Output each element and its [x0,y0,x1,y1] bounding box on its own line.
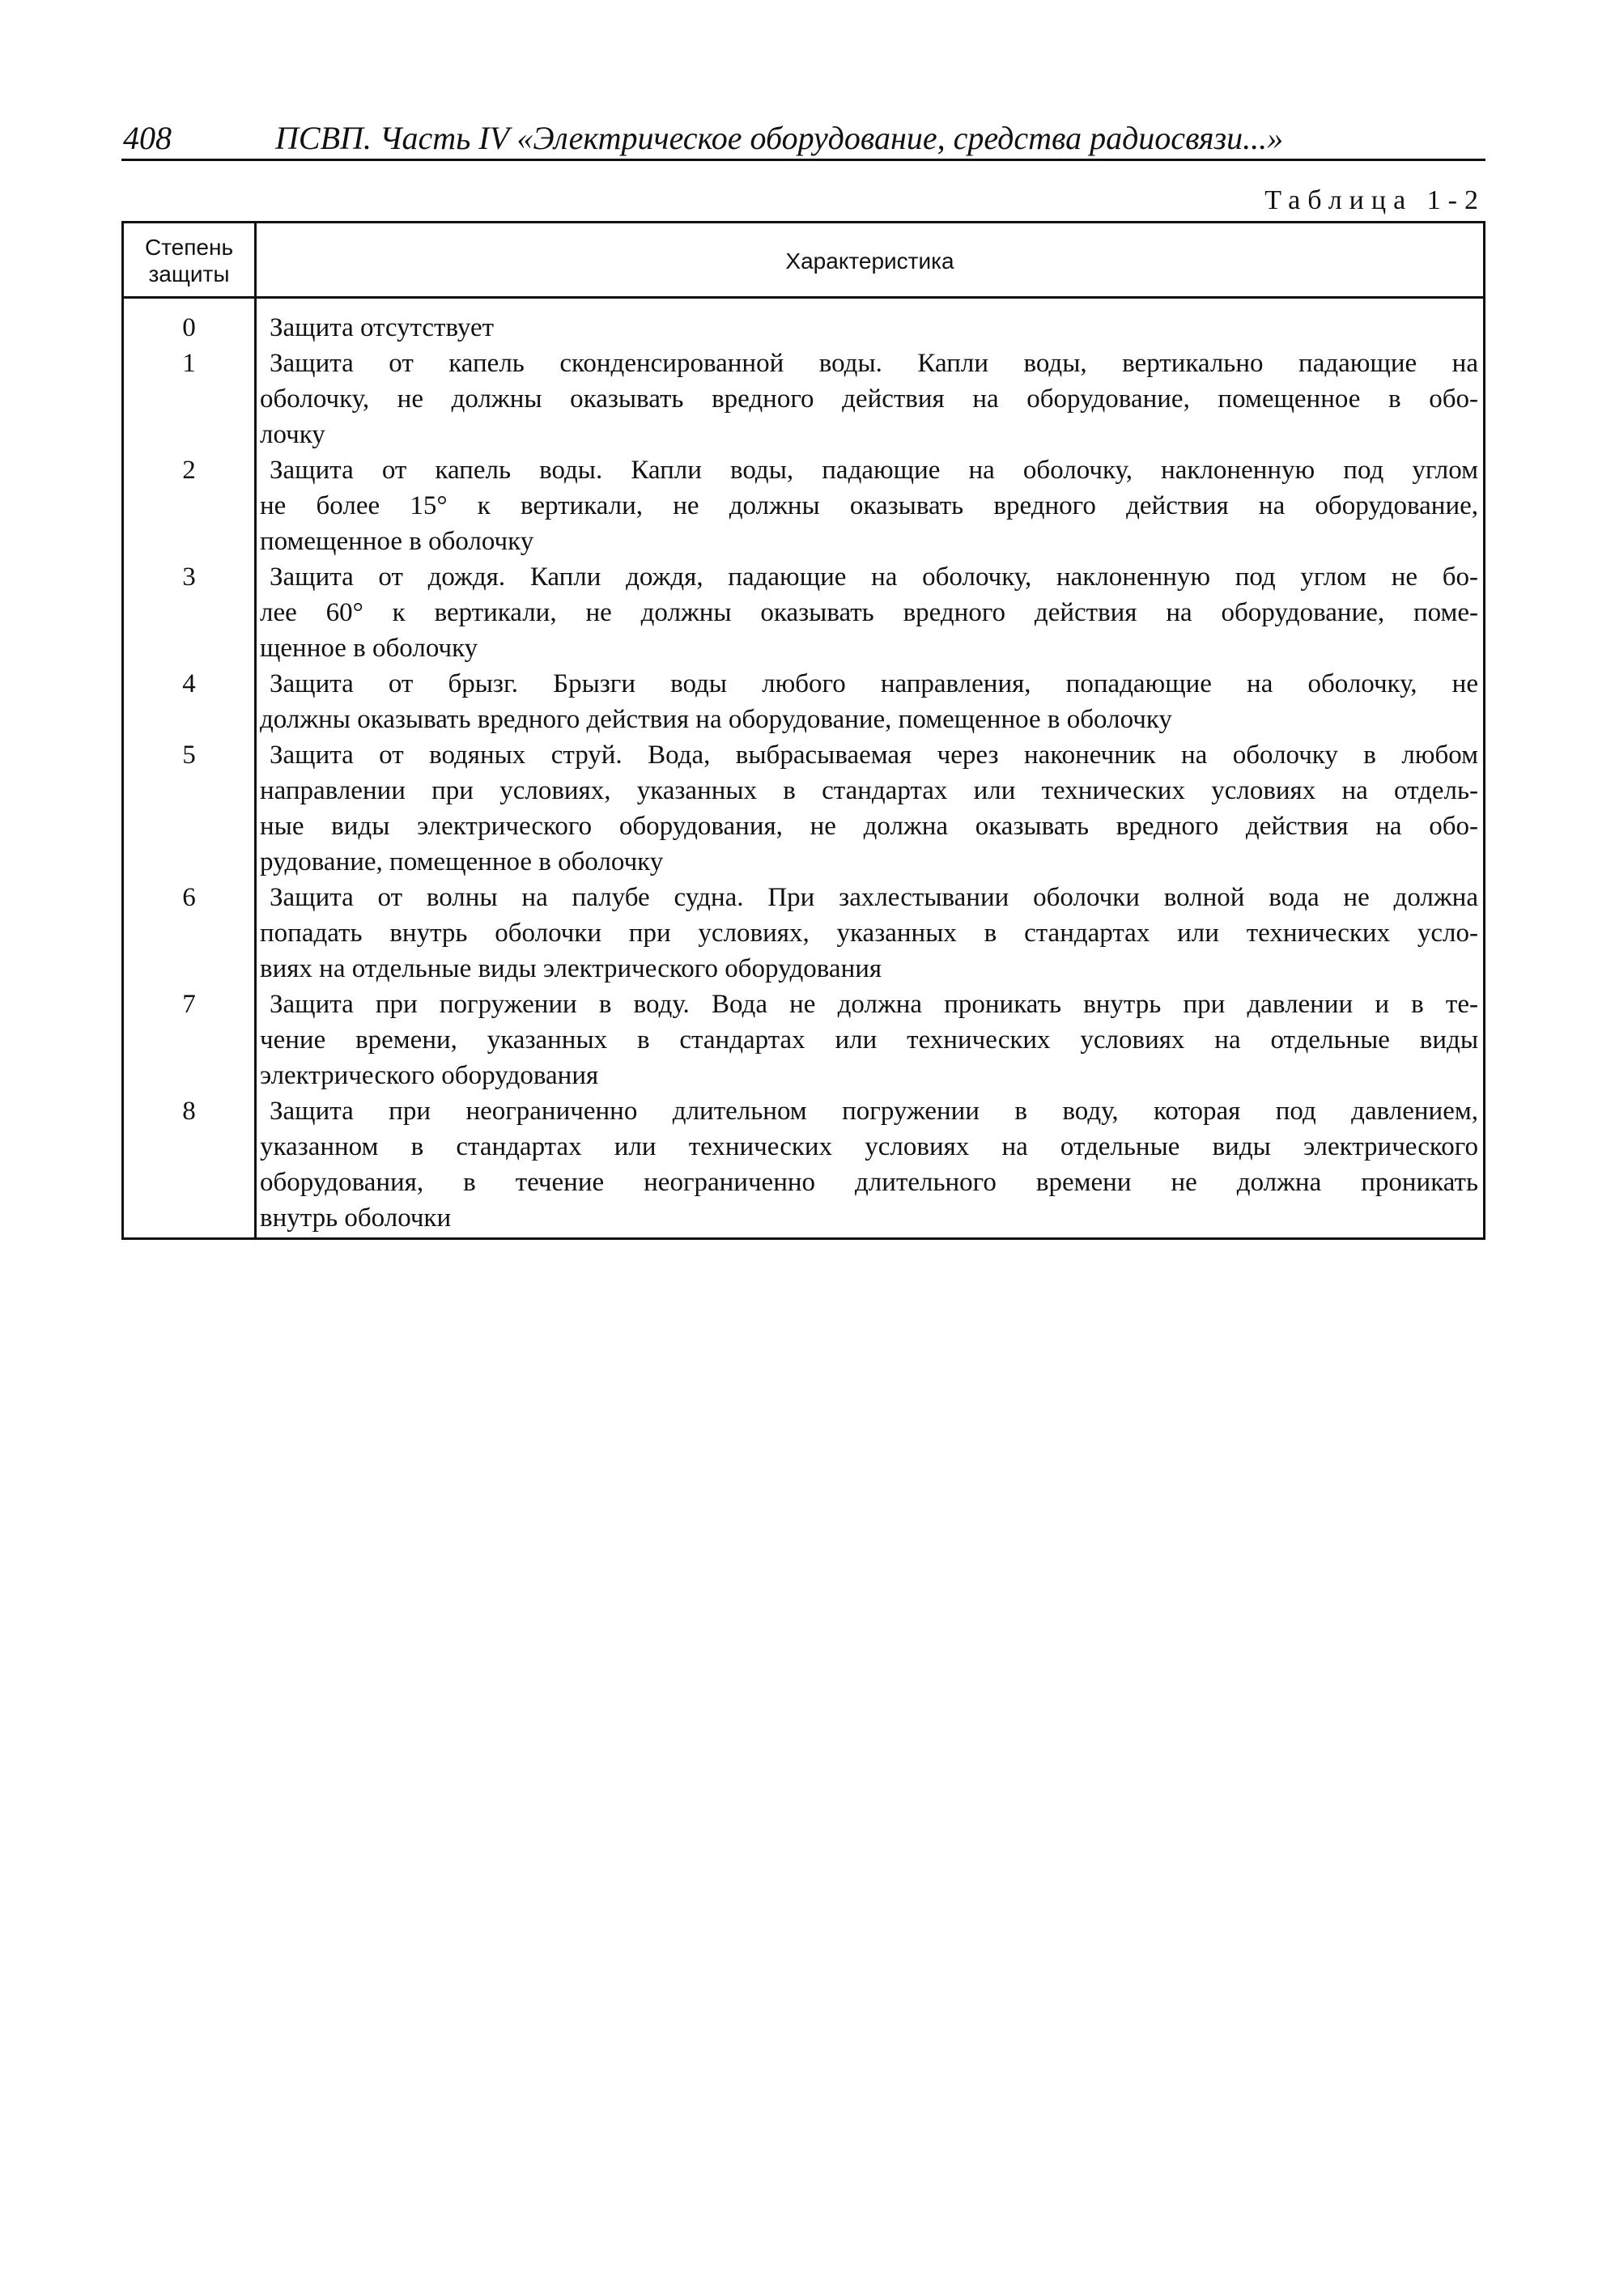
description-line: оборудования, в течение неограниченно длительного времени не должна проникать [260,1168,1478,1197]
header-degree-line-1: Степень [144,235,234,260]
degree-cell: 6 [123,880,256,987]
table-caption: Таблица 1-2 [1264,185,1485,215]
description-line: электрического оборудования [260,1061,599,1090]
page-header [121,118,1485,161]
description-line: Защита от водяных струй. Вода, выбрасываемая через наконечник на оболочку в любом [270,741,1478,770]
description-cell [256,666,1485,737]
table-row [123,452,1485,559]
description-cell [256,987,1485,1093]
degree-cell: 5 [123,737,256,880]
description-line: рудование, помещенное в оболочку [260,847,664,876]
description-line: попадать внутрь оболочки при условиях, указанных в стандартах или технических усло- [260,919,1478,948]
description-line: щенное в оболочку [260,634,478,663]
description-line: лее 60° к вертикали, не должны оказывать вредного действия на оборудование, поме- [260,598,1478,627]
degree-cell: 1 [123,346,256,452]
table-row [123,298,1485,346]
degree-cell: 4 [123,666,256,737]
description-line: оболочку, не должны оказывать вредного действия на оборудование, помещенное в обо- [260,384,1478,414]
description-line: направлении при условиях, указанных в стандартах или технических условиях на отдель- [260,776,1478,805]
header-degree-line-2: защиты [148,261,230,286]
description-cell [256,452,1485,559]
description-line: чение времени, указанных в стандартах или технических условиях на отдельные виды [260,1025,1478,1055]
description-line: Защита от капель сконденсированной воды. Капли воды, вертикально падающие на [270,349,1478,378]
table-row [123,737,1485,880]
description-line: Защита от капель воды. Капли воды, падающие на оболочку, наклоненную под углом [270,456,1478,485]
description-cell [256,880,1485,987]
header-degree [123,223,256,298]
header-description: Характеристика [256,223,1485,298]
description-cell [256,559,1485,666]
table-row [123,880,1485,987]
description-cell [256,298,1485,346]
table-row [123,559,1485,666]
description-line: Защита отсутствует [270,313,495,342]
running-title: ПСВП. Часть IV «Электрическое оборудование, средства радиосвязи...» [275,120,1284,156]
description-line: Защита при погружении в воду. Вода не должна проникать внутрь при давлении и в те- [270,990,1478,1019]
description-line: Защита от дождя. Капли дождя, падающие на оболочку, наклоненную под углом не бо- [270,562,1478,592]
degree-cell: 8 [123,1093,256,1239]
degree-cell: 2 [123,452,256,559]
table-row [123,1093,1485,1239]
description-line: должны оказывать вредного действия на оборудование, помещенное в оболочку [260,705,1172,734]
description-cell [256,1093,1485,1239]
table-row [123,666,1485,737]
description-line: помещенное в оболочку [260,527,534,556]
protection-degree-table [121,221,1485,1240]
description-cell [256,737,1485,880]
table-row [123,346,1485,452]
description-line: не более 15° к вертикали, не должны оказывать вредного действия на оборудование, [260,491,1478,520]
table-row [123,987,1485,1093]
description-line: Защита от волны на палубе судна. При захлестывании оболочки волной вода не должна [270,883,1478,912]
degree-cell: 7 [123,987,256,1093]
degree-cell: 3 [123,559,256,666]
table-header-row [123,223,1485,298]
degree-cell: 0 [123,298,256,346]
description-line: внутрь оболочки [260,1203,452,1233]
description-line: лочку [260,420,325,449]
description-line: Защита при неограниченно длительном погружении в воду, которая под давлением, [270,1097,1478,1126]
description-line: указанном в стандартах или технических условиях на отдельные виды электрического [260,1132,1478,1161]
description-cell [256,346,1485,452]
table-body [123,298,1485,1239]
description-line: Защита от брызг. Брызги воды любого направления, попадающие на оболочку, не [270,669,1478,698]
page-number: 408 [123,120,172,156]
description-line: виях на отдельные виды электрического оборудования [260,954,882,983]
description-line: ные виды электрического оборудования, не должна оказывать вредного действия на обо- [260,812,1478,841]
